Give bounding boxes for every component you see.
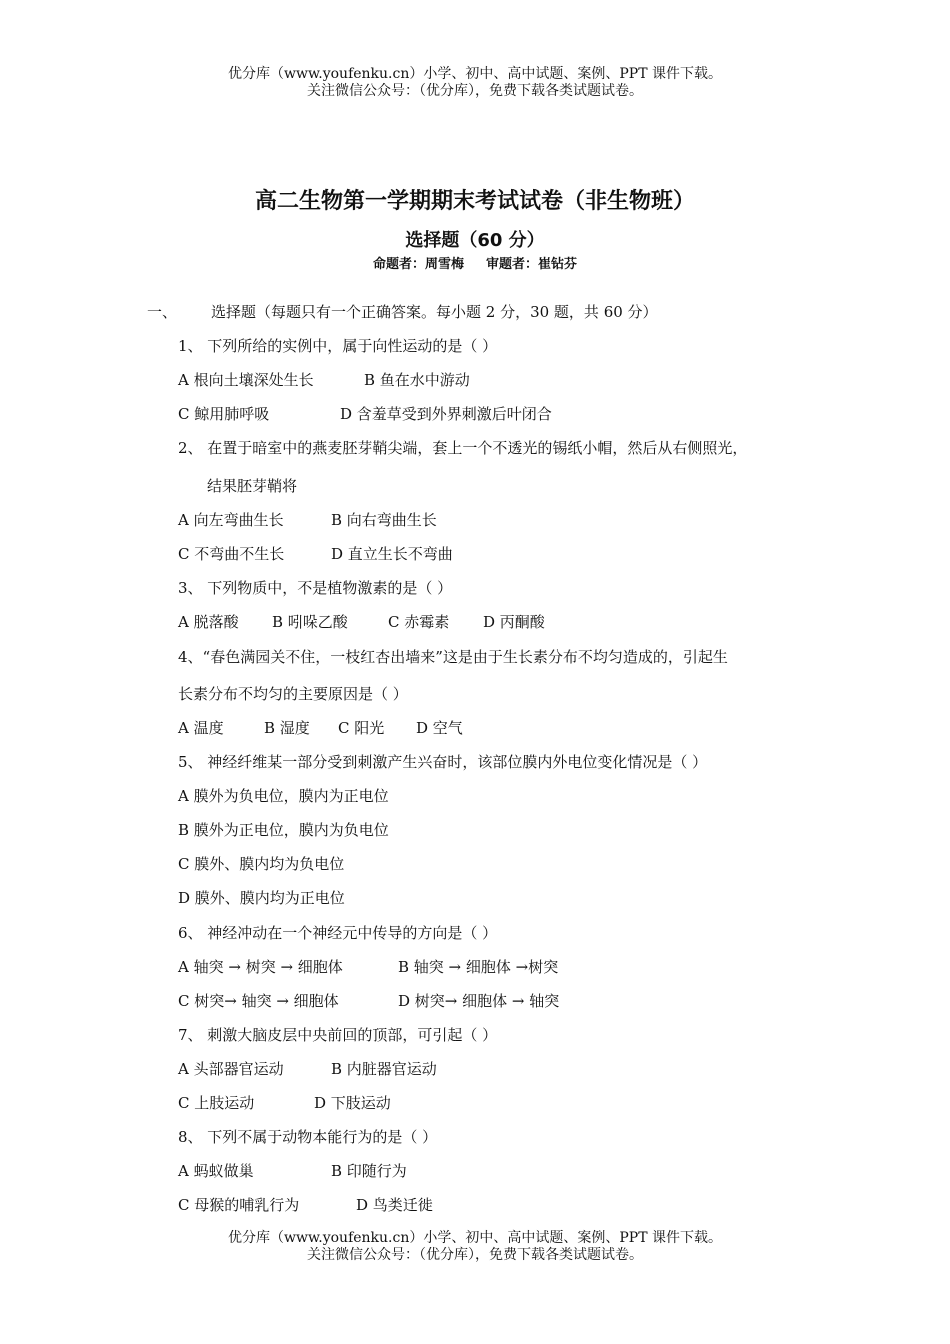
question-6-options-row-1 xyxy=(178,956,558,977)
question-6-stem: 6、 神经冲动在一个神经元中传导的方向是（ ） xyxy=(178,924,498,942)
question-1-option-d: D 含羞草受到外界刺激后叶闭合 xyxy=(340,405,552,423)
question-1-stem: 1、 下列所给的实例中，属于向性运动的是（ ） xyxy=(178,337,498,355)
question-3-option-b: B 吲哚乙酸 xyxy=(272,613,348,631)
section-instructions: 选择题（每题只有一个正确答案。每小题 2 分，30 题，共 60 分） xyxy=(211,303,658,321)
question-8-stem: 8、 下列不属于动物本能行为的是（ ） xyxy=(178,1128,438,1146)
page-header xyxy=(0,66,950,100)
question-5-option-d: D 膜外、膜内均为正电位 xyxy=(178,889,345,907)
question-3-options xyxy=(178,611,545,632)
question-2-option-b: B 向右弯曲生长 xyxy=(331,511,437,529)
section-number: 一、 xyxy=(147,303,178,321)
question-setter: 命题者：周雪梅 xyxy=(372,257,464,272)
question-4-option-c: C 阳光 xyxy=(338,719,385,737)
question-3-stem: 3、 下列物质中，不是植物激素的是（ ） xyxy=(178,579,453,597)
question-6-options-row-2 xyxy=(178,990,559,1011)
question-2-options-row-2 xyxy=(178,543,453,564)
question-6-option-a: A 轴突 → 树突 → 细胞体 xyxy=(178,958,343,976)
header-line-1: 优分库（www.youfenku.cn）小学、初中、高中试题、案例、PPT 课件下载。 xyxy=(227,66,722,82)
question-4-stem-continued: 长素分布不均匀的主要原因是（ ） xyxy=(178,685,408,703)
question-8-option-c: C 母猴的哺乳行为 xyxy=(178,1196,300,1214)
exam-subtitle: 选择题（60 分） xyxy=(405,230,545,251)
question-1-option-b: B 鱼在水中游动 xyxy=(364,371,470,389)
question-7-stem: 7、 刺激大脑皮层中央前回的顶部，可引起（ ） xyxy=(178,1026,498,1044)
question-2-stem: 2、 在置于暗室中的燕麦胚芽鞘尖端，套上一个不透光的锡纸小帽，然后从右侧照光， xyxy=(178,439,748,457)
question-8-option-b: B 印随行为 xyxy=(331,1162,407,1180)
question-1-options-row-1 xyxy=(178,369,470,390)
question-1-option-c: C 鲸用肺呼吸 xyxy=(178,405,270,423)
question-7-option-c: C 上肢运动 xyxy=(178,1094,255,1112)
question-2-options-row-1 xyxy=(178,509,437,530)
question-1-options-row-2 xyxy=(178,403,552,424)
exam-authors xyxy=(0,253,950,272)
question-8-option-a: A 蚂蚁做巢 xyxy=(178,1162,254,1180)
question-1-option-a: A 根向土壤深处生长 xyxy=(178,371,314,389)
question-5-option-a: A 膜外为负电位，膜内为正电位 xyxy=(178,787,389,805)
question-5-option-c: C 膜外、膜内均为负电位 xyxy=(178,855,345,873)
question-4-option-b: B 湿度 xyxy=(264,719,310,737)
exam-title: 高二生物第一学期期末考试试卷（非生物班） xyxy=(254,189,695,214)
footer-line-1: 优分库（www.youfenku.cn）小学、初中、高中试题、案例、PPT 课件下载。 xyxy=(227,1230,722,1246)
question-4-option-a: A 温度 xyxy=(178,719,224,737)
question-7-option-a: A 头部器官运动 xyxy=(178,1060,284,1078)
question-4-stem: 4、“春色满园关不住，一枝红杏出墙来”这是由于生长素分布不均匀造成的，引起生 xyxy=(178,648,728,666)
question-7-options-row-2 xyxy=(178,1092,391,1113)
question-8-options-row-1 xyxy=(178,1160,407,1181)
footer-line-2: 关注微信公众号：（优分库），免费下载各类试题试卷。 xyxy=(307,1247,643,1263)
question-3-option-a: A 脱落酸 xyxy=(178,613,239,631)
question-3-option-d: D 丙酮酸 xyxy=(483,613,545,631)
question-7-option-d: D 下肢运动 xyxy=(314,1094,391,1112)
question-2-option-a: A 向左弯曲生长 xyxy=(178,511,284,529)
header-line-2: 关注微信公众号：（优分库），免费下载各类试题试卷。 xyxy=(307,83,643,99)
question-6-option-c: C 树突→ 轴突 → 细胞体 xyxy=(178,992,339,1010)
question-6-option-b: B 轴突 → 细胞体 →树突 xyxy=(398,958,559,976)
question-2-option-d: D 直立生长不弯曲 xyxy=(331,545,453,563)
question-7-option-b: B 内脏器官运动 xyxy=(331,1060,437,1078)
question-5-stem: 5、 神经纤维某一部分受到刺激产生兴奋时，该部位膜内外电位变化情况是（ ） xyxy=(178,753,708,771)
question-8-option-d: D 鸟类迁徙 xyxy=(356,1196,433,1214)
question-3-option-c: C 赤霉素 xyxy=(388,613,450,631)
question-8-options-row-2 xyxy=(178,1194,433,1215)
question-2-option-c: C 不弯曲不生长 xyxy=(178,545,285,563)
page-footer xyxy=(0,1230,950,1264)
question-reviewer: 审题者：崔钻芬 xyxy=(486,257,578,272)
question-6-option-d: D 树突→ 细胞体 → 轴突 xyxy=(398,992,560,1010)
question-4-option-d: D 空气 xyxy=(416,719,463,737)
question-5-option-b: B 膜外为正电位，膜内为负电位 xyxy=(178,821,389,839)
question-2-stem-continued: 结果胚芽鞘将 xyxy=(207,477,298,495)
question-7-options-row-1 xyxy=(178,1058,437,1079)
question-4-options xyxy=(178,717,463,738)
